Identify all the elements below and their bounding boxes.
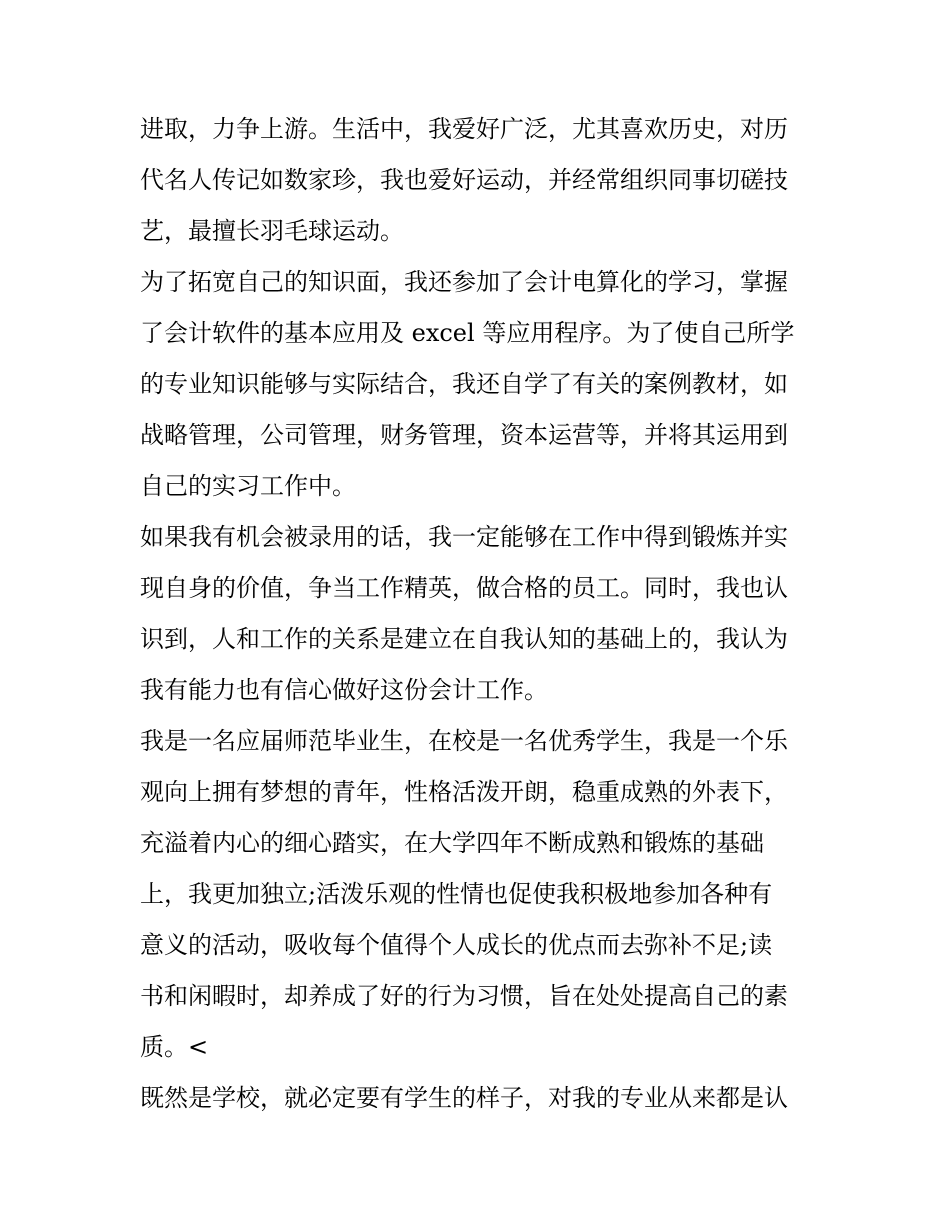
document-body <box>140 104 812 1124</box>
text-line: 充溢着内心的细心踏实，在大学四年不断成熟和锻炼的基础 <box>140 829 764 857</box>
text-line: 艺，最擅长羽毛球运动。 <box>140 217 404 245</box>
text-line: 如果我有机会被录用的话，我一定能够在工作中得到锻炼并实 <box>140 523 788 551</box>
text-line: 的专业知识能够与实际结合，我还自学了有关的案例教材，如 <box>140 370 788 398</box>
text-line: 自己的实习工作中。 <box>140 472 356 500</box>
text-line: 上，我更加独立;活泼乐观的性情也促使我积极地参加各种有 <box>140 880 773 908</box>
text-line: 现自身的价值，争当工作精英，做合格的员工。同时，我也认 <box>140 574 788 602</box>
text-line: 我有能力也有信心做好这份会计工作。 <box>140 676 548 704</box>
text-line: 代名人传记如数家珍，我也爱好运动，并经常组织同事切磋技 <box>140 166 788 194</box>
text-line: 了会计软件的基本应用及 excel 等应用程序。为了使自己所学 <box>140 319 795 347</box>
text-line: 书和闲暇时，却养成了好的行为习惯，旨在处处提高自己的素 <box>140 982 788 1010</box>
text-line: 我是一名应届师范毕业生，在校是一名优秀学生，我是一个乐 <box>140 727 788 755</box>
text-line: 意义的活动，吸收每个值得个人成长的优点而去弥补不足;读 <box>140 931 773 959</box>
text-line: 既然是学校，就必定要有学生的样子，对我的专业从来都是认 <box>140 1084 788 1112</box>
text-line: 进取，力争上游。生活中，我爱好广泛，尤其喜欢历史，对历 <box>140 115 788 143</box>
text-line: 观向上拥有梦想的青年，性格活泼开朗，稳重成熟的外表下， <box>140 778 788 806</box>
text-line: 识到，人和工作的关系是建立在自我认知的基础上的，我认为 <box>140 625 788 653</box>
text-line: 为了拓宽自己的知识面，我还参加了会计电算化的学习，掌握 <box>140 268 788 296</box>
text-line: 质。< <box>140 1033 209 1061</box>
text-line: 战略管理，公司管理，财务管理，资本运营等，并将其运用到 <box>140 421 788 449</box>
